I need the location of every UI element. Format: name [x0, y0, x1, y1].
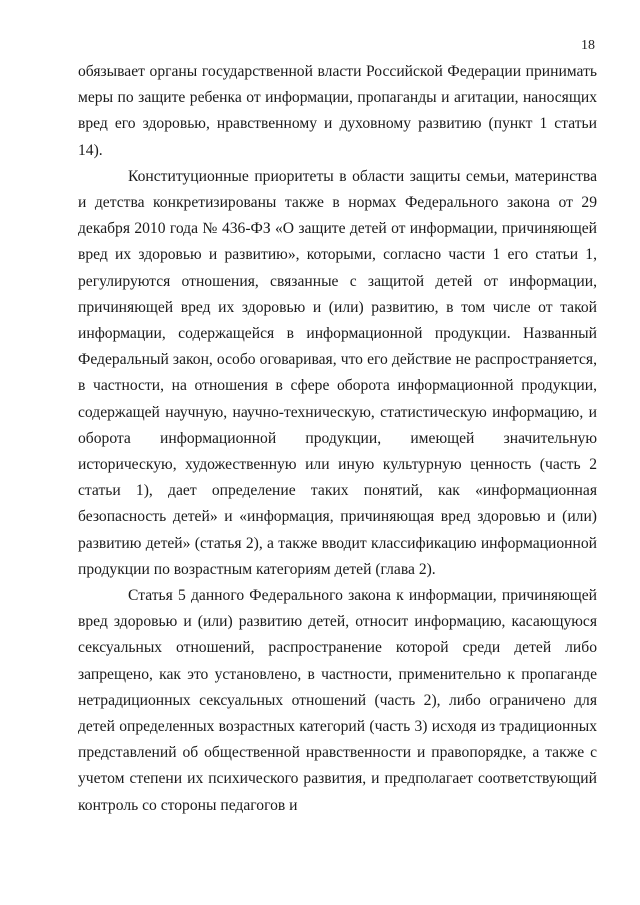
paragraph-article-5: Статья 5 данного Федерального закона к информации, причиняющей вред здоровью и (или) развитию детей, относит информацию, касающуюся сексуальных отношений, распространение которой среди детей либо запрещено, как это установлено, в частности, применительно к пропаганде нетрадиционных сексуальных отношений (часть 2), либо ограничено для детей определенных возрастных категорий (часть 3) исходя из традиционных представлений об общественной нравственности и правопорядке, а также с учетом степени их психического развития, и предполагает соответствующий контроль со стороны педагогов и — [78, 587, 597, 814]
paragraph-continuation: обязывает органы государственной власти Российской Федерации принимать меры по защите ребенка от информации, пропаганды и агитации, наносящих вред его здоровью, нравственному и духовному развитию (пункт 1 статьи 14). — [78, 63, 597, 159]
document-body — [78, 59, 597, 819]
page-number: 18 — [581, 38, 595, 53]
paragraph-constitutional-priorities: Конституционные приоритеты в области защиты семьи, материнства и детства конкретизированы также в нормах Федерального закона от 29 декабря 2010 года № 436-ФЗ «О защите детей от информации, причиняющей вред их здоровью и развитию», которыми, согласно части 1 его статьи 1, регулируются отношения, связанные с защитой детей от информации, причиняющей вред их здоровью и (или) развитию, в том числе от такой информации, содержащейся в информационной продукции. Названный Федеральный закон, особо оговаривая, что его действие не распространяется, в частности, на отношения в сфере оборота информационной продукции, содержащей научную, научно-техническую, статистическую информацию, и оборота информационной продукции, имеющей значительную историческую, художественную или иную культурную ценность (часть 2 статьи 1), дает определение таких понятий, как «информационная безопасность детей» и «информация, причиняющая вред здоровью и (или) развитию детей» (статья 2), а также вводит классификацию информационной продукции по возрастным категориям детей (глава 2). — [78, 167, 597, 578]
